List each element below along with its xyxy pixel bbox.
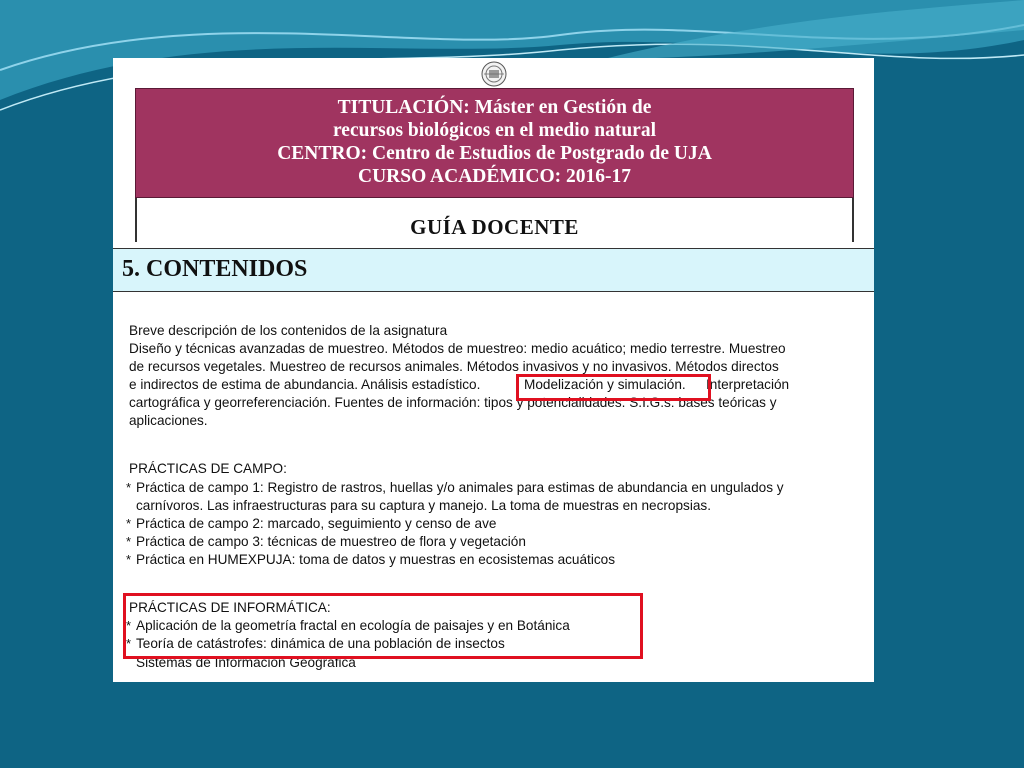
bullet-marker: * [126,618,132,633]
campo-heading: PRÁCTICAS DE CAMPO: [129,461,287,476]
campo-item: Práctica en HUMEXPUJA: toma de datos y muestras en ecosistemas acuáticos [136,552,616,567]
title-line: recursos biológicos en el medio natural [333,120,656,141]
informatica-item: Sistemas de Información Geográfica [136,655,356,670]
university-seal-icon [478,61,510,87]
campo-item: carnívoros. Las infraestructuras para su captura y manejo. La toma de muestras en necropsias. [136,498,711,513]
bullet-marker: * [126,534,132,549]
informatica-heading: PRÁCTICAS DE INFORMÁTICA: [129,600,331,615]
bullet-marker: * [126,480,132,495]
bullet-marker: * [126,552,132,567]
description-line: aplicaciones. [129,413,208,428]
section-title: 5. CONTENIDOS [122,256,308,282]
description-line: Diseño y técnicas avanzadas de muestreo. Métodos de muestreo: medio acuático; medio terrestre. Muestreo [129,341,786,356]
description-line: cartográfica y georreferenciación. Fuentes de información: tipos y potencialidades. S.I.G.s: bases teóricas y [129,395,777,410]
highlight-box-informatica [123,593,643,659]
description-line: e indirectos de estima de abundancia. Análisis estadístico. [129,377,481,392]
guia-docente-box [135,198,854,242]
campo-item: Práctica de campo 1: Registro de rastros, huellas y/o animales para estimas de abundancia en ungulados y [136,480,784,495]
title-line: CURSO ACADÉMICO: 2016-17 [358,166,631,187]
section-header-bar [113,248,874,292]
description-heading: Breve descripción de los contenidos de la asignatura [129,323,448,338]
informatica-item: Aplicación de la geometría fractal en ecología de paisajes y en Botánica [136,618,570,633]
title-line: CENTRO: Centro de Estudios de Postgrado de UJA [277,143,712,164]
informatica-item: Teoría de catástrofes: dinámica de una población de insectos [136,636,505,651]
titulacion-header [135,88,854,198]
campo-item: Práctica de campo 2: marcado, seguimiento y censo de ave [136,516,497,531]
guia-docente-title: GUÍA DOCENTE [410,215,579,239]
bullet-marker: * [126,516,132,531]
highlighted-text: Modelización y simulación. [524,377,686,392]
title-line: TITULACIÓN: Máster en Gestión de [337,97,652,118]
description-line: Interpretación [706,377,790,392]
bullet-marker: * [126,636,132,651]
document-slide [113,58,874,682]
description-line: de recursos vegetales. Muestreo de recursos animales. Métodos invasivos y no invasivos. Métodos directos [129,359,779,374]
highlight-box-modelizacion [516,374,711,401]
campo-item: Práctica de campo 3: técnicas de muestreo de flora y vegetación [136,534,526,549]
